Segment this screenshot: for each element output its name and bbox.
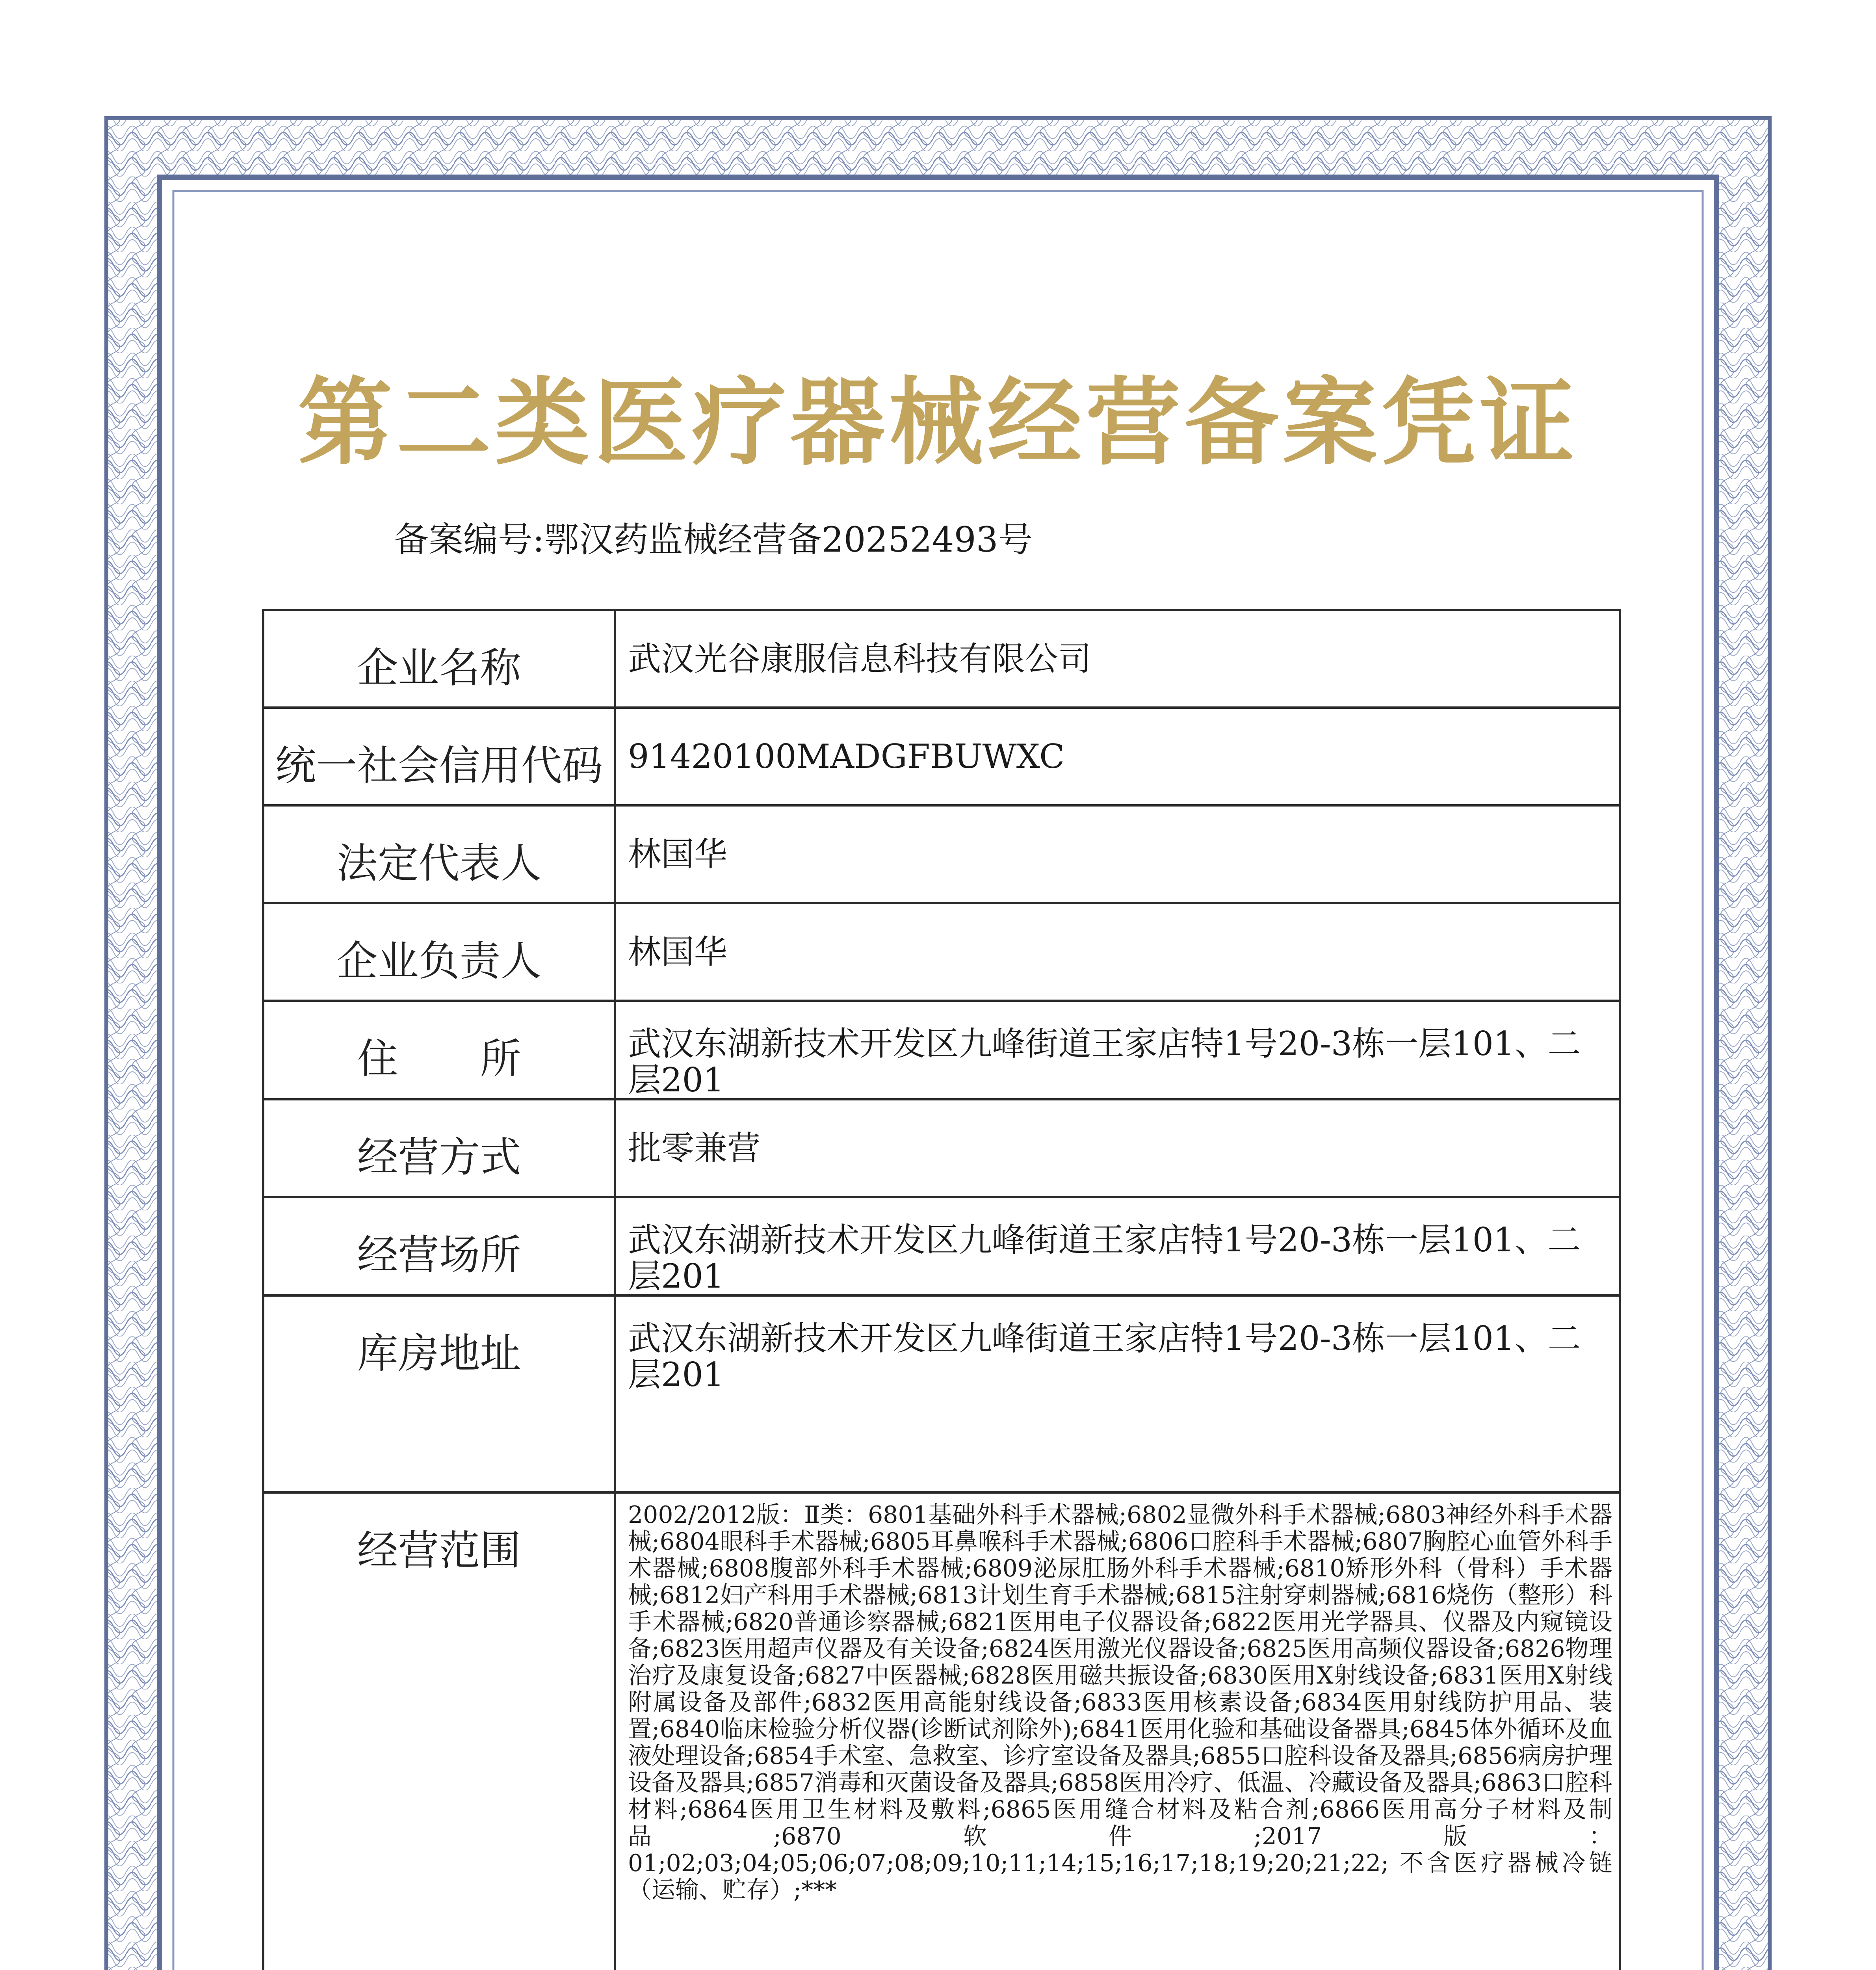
table-row — [263, 1295, 1620, 1492]
row-value-domicile: 武汉东湖新技术开发区九峰街道王家店特1号20-3栋一层101、二层201 — [615, 1001, 1620, 1099]
table-row — [263, 805, 1620, 903]
table-row — [263, 903, 1620, 1001]
row-label-warehouse: 库房地址 — [263, 1295, 615, 1492]
table-row — [263, 1197, 1620, 1295]
table-row — [263, 1492, 1620, 1970]
row-label-credit-code: 统一社会信用代码 — [263, 708, 615, 805]
table-row — [263, 610, 1620, 708]
row-value-premises: 武汉东湖新技术开发区九峰街道王家店特1号20-3栋一层101、二层201 — [615, 1197, 1620, 1295]
row-label-scope: 经营范围 — [263, 1492, 615, 1970]
row-value-manager: 林国华 — [615, 903, 1620, 1001]
table-row — [263, 1099, 1620, 1197]
row-value-business-mode: 批零兼营 — [615, 1099, 1620, 1197]
row-label-business-mode: 经营方式 — [263, 1099, 615, 1197]
record-number-label: 备案编号: — [394, 519, 544, 560]
row-value-warehouse: 武汉东湖新技术开发区九峰街道王家店特1号20-3栋一层101、二层201 — [615, 1295, 1620, 1492]
table-row — [263, 708, 1620, 805]
row-label-company-name: 企业名称 — [263, 610, 615, 708]
record-number — [394, 512, 1033, 562]
row-value-scope: 2002/2012版：Ⅱ类：6801基础外科手术器械;6802显微外科手术器械;6803神经外科手术器械;6804眼科手术器械;6805耳鼻喉科手术器械;6806口腔科手术器械;6807胸腔心血管外科手术器械;6808腹部外科手术器械;6809泌尿肛肠外科手术器械;6810矫形外科（骨科）手术器械;6812妇产科用手术器械;6813计划生育手术器械;6815注射穿刺器械;6816烧伤（整形）科手术器械;6820普通诊察器械;6821医用电子仪器设备;6822医用光学器具、仪器及内窥镜设备;6823医用超声仪器及有关设备;6824医用激光仪器设备;6825医用高频仪器设备;6826物理治疗及康复设备;6827中医器械;6828医用磁共振设备;6830医用X射线设备;6831医用X射线附属设备及部件;6832医用高能射线设备;6833医用核素设备;6834医用射线防护用品、装置;6840临床检验分析仪器(诊断试剂除外);6841医用化验和基础设备器具;6845体外循环及血液处理设备;6854手术室、急救室、诊疗室设备及器具;6855口腔科设备及器具;6856病房护理设备及器具;6857消毒和灭菌设备及器具;6858医用冷疗、低温、冷藏设备及器具;6863口腔科材料;6864医用卫生材料及敷料;6865医用缝合材料及粘合剂;6866医用高分子材料及制品;6870软件;2017版：01;02;03;04;05;06;07;08;09;10;11;14;15;16;17;18;19;20;21;22; 不含医疗器械冷链（运输、贮存）;*** — [615, 1492, 1620, 1970]
row-value-credit-code: 91420100MADGFBUWXC — [615, 708, 1620, 805]
row-label-domicile: 住 所 — [263, 1001, 615, 1099]
record-number-value: 鄂汉药监械经营备20252493号 — [544, 519, 1033, 560]
row-value-legal-rep: 林国华 — [615, 805, 1620, 903]
table-row — [263, 1001, 1620, 1099]
row-label-manager: 企业负责人 — [263, 903, 615, 1001]
row-label-premises: 经营场所 — [263, 1197, 615, 1295]
document-title: 第二类医疗器械经营备案凭证 — [297, 367, 1578, 478]
info-table — [262, 609, 1621, 1970]
row-label-legal-rep: 法定代表人 — [263, 805, 615, 903]
row-value-company-name: 武汉光谷康服信息科技有限公司 — [615, 610, 1620, 708]
